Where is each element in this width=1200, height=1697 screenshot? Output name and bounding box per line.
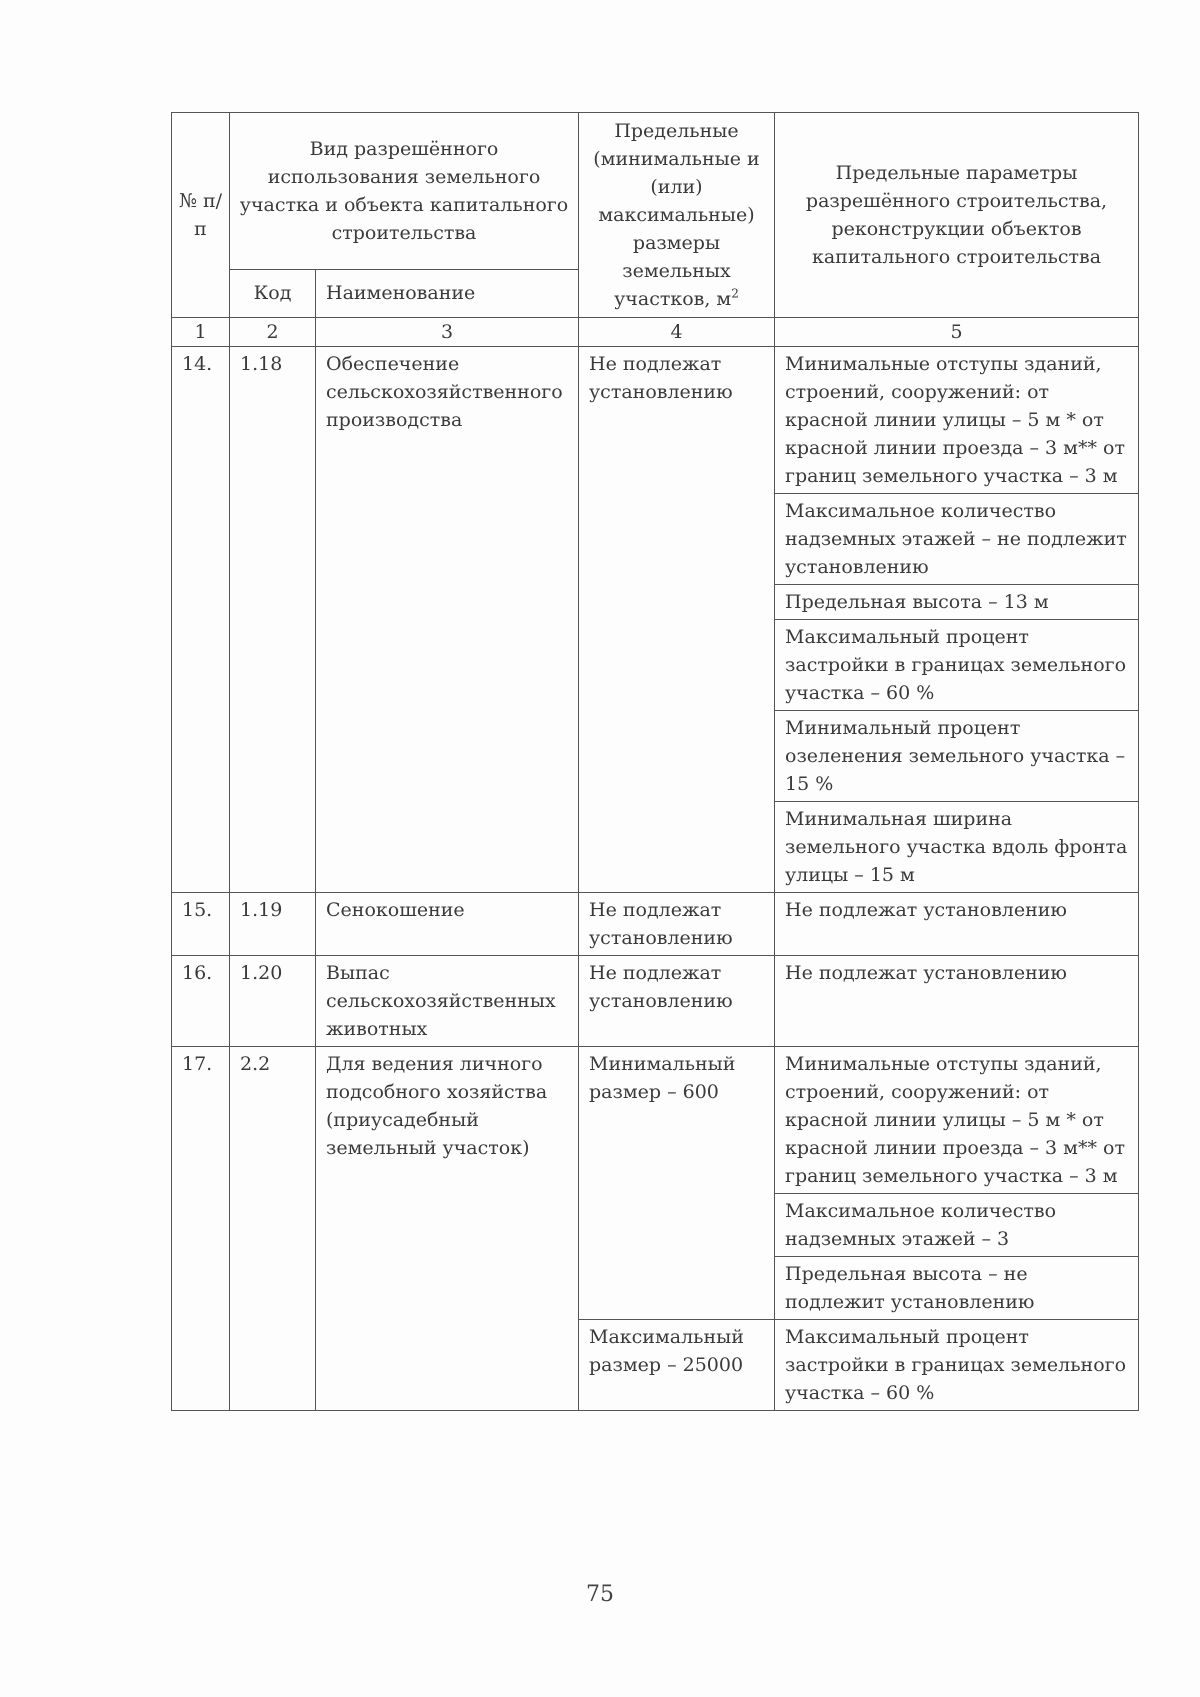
column-number: 5 [775,318,1139,347]
row-param: Максимальный процент застройки в границах земельного участка – 60 % [775,620,1139,711]
row-size: Не подлежат установлению [579,893,775,956]
table-header-row [172,113,1139,270]
header-size-sup: 2 [731,286,739,301]
row-param: Максимальное количество надземных этажей – не подлежит установлению [775,494,1139,585]
column-number: 4 [579,318,775,347]
header-kind-of-use: Вид разрешённого использования земельного участка и объекта капитального строительства [230,113,579,270]
row-size: Не подлежат установлению [579,956,775,1047]
header-name: Наименование [316,269,579,317]
row-param: Предельная высота – 13 м [775,585,1139,620]
row-code: 1.20 [230,956,316,1047]
row-size-min: Минимальный размер – 600 [579,1047,775,1320]
row-number: 14. [172,347,230,893]
row-number: 16. [172,956,230,1047]
land-use-table [171,112,1139,1411]
table-row [172,893,1139,956]
row-param: Максимальное количество надземных этажей – 3 [775,1194,1139,1257]
row-param: Минимальные отступы зданий, строений, сооружений: от красной линии улицы – 5 м * от красной линии проезда – 3 м** от границ земельного участка – 3 м [775,347,1139,494]
row-code: 2.2 [230,1047,316,1411]
row-size: Не подлежат установлению [579,347,775,893]
header-size-text: Предельные (минимальные и (или) максимальные) размеры земельных участков, м [593,120,760,310]
row-param: Максимальный процент застройки в границах земельного участка – 60 % [775,1320,1139,1411]
table-row [172,956,1139,1047]
header-num: № п/п [172,113,230,318]
table-row [172,347,1139,494]
row-param: Предельная высота – не подлежит установлению [775,1257,1139,1320]
header-params: Предельные параметры разрешённого строительства, реконструкции объектов капитального строительства [775,113,1139,318]
table-row [172,1047,1139,1194]
column-number: 3 [316,318,579,347]
row-number: 17. [172,1047,230,1411]
row-name: Для ведения личного подсобного хозяйства (приусадебный земельный участок) [316,1047,579,1411]
row-name: Сенокошение [316,893,579,956]
page-number: 75 [586,1582,614,1607]
column-number-row [172,318,1139,347]
header-size [579,113,775,318]
row-param: Не подлежат установлению [775,956,1139,1047]
row-size-max: Максимальный размер – 25000 [579,1320,775,1411]
row-number: 15. [172,893,230,956]
column-number: 1 [172,318,230,347]
row-param: Минимальная ширина земельного участка вдоль фронта улицы – 15 м [775,802,1139,893]
row-code: 1.19 [230,893,316,956]
row-param: Минимальные отступы зданий, строений, сооружений: от красной линии улицы – 5 м * от красной линии проезда – 3 м** от границ земельного участка – 3 м [775,1047,1139,1194]
row-name: Обеспечение сельскохозяйственного производства [316,347,579,893]
row-code: 1.18 [230,347,316,893]
row-name: Выпас сельскохозяйственных животных [316,956,579,1047]
row-param: Не подлежат установлению [775,893,1139,956]
row-param: Минимальный процент озеленения земельного участка – 15 % [775,711,1139,802]
header-code: Код [230,269,316,317]
column-number: 2 [230,318,316,347]
